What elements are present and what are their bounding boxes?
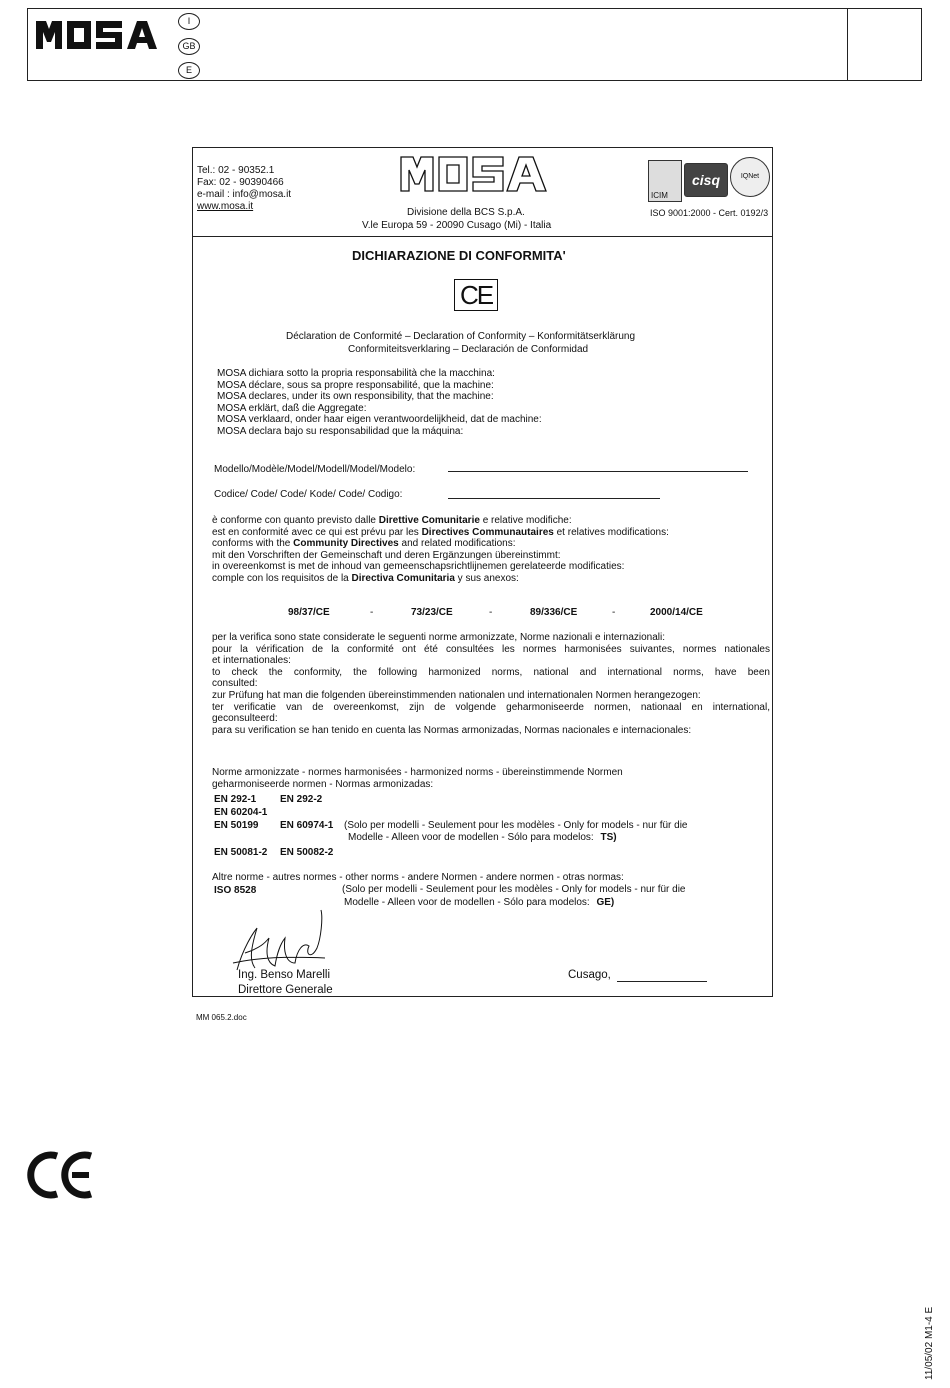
declaration-line: MOSA declares, under its own responsibility, that the machine:: [217, 391, 494, 403]
ts-note-line-1: (Solo per modelli - Seulement pour les modèles - Only for models - nur für die: [344, 820, 688, 831]
mosa-outline-logo: [399, 155, 549, 193]
ce-mark-box: [454, 279, 498, 311]
company-address: V.le Europa 59 - 20090 Cusago (Mi) - Italia: [362, 220, 552, 231]
conformity-block: [212, 515, 669, 585]
conformity-line: conforms with the Community Directives and related modifications:: [212, 538, 516, 550]
norm-en-292-2: EN 292-2: [280, 794, 323, 805]
handwritten-signature: [225, 908, 335, 978]
declaration-block: [217, 368, 542, 438]
norm-en-292-1: EN 292-1: [214, 794, 257, 805]
harmonized-heading-2: geharmoniseerde normen - Normas armonizadas:: [212, 779, 434, 790]
verification-line: para su verification se han tenido en cuenta las Normas armonizadas, Normas nacionales e internacionales:: [212, 724, 692, 736]
verification-line: per la verifica sono state considerate le seguenti norme armonizzate, Norme nazionali e internazionali:: [212, 632, 666, 643]
signer-title: Direttore Generale: [238, 984, 333, 996]
directive-separator: -: [370, 607, 374, 618]
directive-73-23: 73/23/CE: [411, 607, 453, 618]
norm-en-60974-1: EN 60974-1: [280, 820, 334, 831]
contact-tel: Tel.: 02 - 90352.1: [197, 165, 275, 176]
ce-mark-icon: CE: [459, 280, 493, 310]
verification-line: zur Prüfung hat man die folgenden übereinstimmenden nationalen und internationalen Normen herangezogen:: [212, 689, 701, 701]
code-label: Codice/ Code/ Code/ Kode/ Code/ Codigo:: [214, 489, 403, 500]
language-spanish-badge: E: [178, 62, 200, 79]
directive-89-336: 89/336/CE: [530, 607, 578, 618]
conformity-line: mit den Vorschriften der Gemeinschaft und deren Ergänzungen übereinstimmt:: [212, 549, 561, 561]
language-italian-badge: I: [178, 13, 200, 30]
ge-note-line-2: Modelle - Alleen voor de modellen - Sólo para modelos: GE): [344, 897, 615, 908]
model-field-line[interactable]: [448, 471, 748, 472]
conformity-line: est en conformité avec ce qui est prévu par les Directives Communautaires et relatives modifications:: [212, 526, 669, 538]
certificate-header-divider: [192, 236, 773, 237]
other-norms-heading: Altre norme - autres normes - other norms - andere Normen - andere normen - otras normas:: [212, 872, 624, 883]
mosa-logo: [36, 20, 171, 50]
icim-badge-icon: ICIM: [648, 160, 682, 202]
subtitle-line-2: Conformiteitsverklaring – Declaración de Conformidad: [348, 344, 589, 355]
directive-separator: -: [612, 607, 616, 618]
verification-line: geconsulteerd:: [212, 713, 278, 725]
ge-note-line-1: (Solo per modelli - Seulement pour les modèles - Only for models - nur für die: [342, 884, 686, 895]
signer-name: Ing. Benso Marelli: [238, 969, 331, 981]
declaration-line: MOSA verklaard, onder haar eigen verantwoordelijkheid, dat de machine:: [217, 414, 542, 426]
cisq-badge-icon: cisq: [684, 163, 728, 197]
declaration-line: MOSA dichiara sotto la propria responsabilità che la macchina:: [217, 368, 495, 379]
verification-block: [212, 632, 770, 736]
contact-email: e-mail : info@mosa.it: [197, 189, 292, 200]
header-divider: [847, 8, 848, 81]
declaration-line: MOSA erklärt, daß die Aggregate:: [217, 402, 367, 414]
norm-en-60204-1: EN 60204-1: [214, 807, 268, 818]
ts-note-line-2: Modelle - Alleen voor de modellen - Sólo para modelos: TS): [348, 832, 617, 843]
directive-separator: -: [489, 607, 493, 618]
date-field-line[interactable]: [617, 981, 707, 982]
conformity-line: è conforme con quanto previsto dalle Direttive Comunitarie e relative modifiche:: [212, 515, 572, 526]
declaration-line: MOSA declara bajo su responsabilidad que la máquina:: [217, 425, 464, 437]
norm-iso-8528: ISO 8528: [214, 885, 257, 896]
contact-block: [197, 165, 291, 213]
document-reference: MM 065.2.doc: [196, 1013, 247, 1022]
code-field-line[interactable]: [448, 498, 660, 499]
side-document-code: 11/05/02 M1-4 E: [924, 1306, 935, 1380]
division-text: Divisione della BCS S.p.A.: [407, 207, 525, 218]
place-label: Cusago,: [568, 969, 611, 981]
verification-line: ter verificatie van de overeenkomst, zijn de volgende geharmoniseerde normen, nationaal en international,: [212, 701, 770, 713]
conformity-line: in overeenkomst is met de inhoud van gemeenschapsrichtlijnemen gerelateerde modificaties:: [212, 561, 625, 573]
ce-mark-icon: [27, 1150, 95, 1200]
iso-certificate: ISO 9001:2000 - Cert. 0192/3: [650, 208, 769, 218]
declaration-line: MOSA déclare, sous sa propre responsabilité, que la machine:: [217, 379, 494, 391]
subtitle-line-1: Déclaration de Conformité – Declaration of Conformity – Konformitätserklärung: [286, 331, 636, 342]
directive-2000-14: 2000/14/CE: [650, 607, 703, 618]
conformity-line: comple con los requisitos de la Directiva Comunitaria y sus anexos:: [212, 572, 519, 584]
norm-en-50081-2: EN 50081-2: [214, 847, 268, 858]
language-english-badge: GB: [178, 38, 200, 55]
verification-line: pour la vérification de la conformité ont été consultées les normes harmonisées suivantes, normes nationales: [212, 643, 770, 655]
model-label: Modello/Modèle/Model/Modell/Model/Modelo:: [214, 464, 416, 475]
iqnet-badge-icon: IQNet: [730, 157, 770, 197]
directive-98-37: 98/37/CE: [288, 607, 330, 618]
verification-line: consulted:: [212, 678, 258, 690]
verification-line: to check the conformity, the following harmonized norms, national and international norms, have been: [212, 666, 770, 678]
norm-en-50082-2: EN 50082-2: [280, 847, 334, 858]
contact-website: www.mosa.it: [197, 201, 254, 212]
document-title: DICHIARAZIONE DI CONFORMITA': [352, 248, 566, 263]
harmonized-heading-1: Norme armonizzate - normes harmonisées - harmonized norms - übereinstimmende Normen: [212, 767, 623, 778]
contact-fax: Fax: 02 - 90390466: [197, 177, 284, 188]
verification-line: et internationales:: [212, 655, 291, 667]
norm-en-50199: EN 50199: [214, 820, 259, 831]
